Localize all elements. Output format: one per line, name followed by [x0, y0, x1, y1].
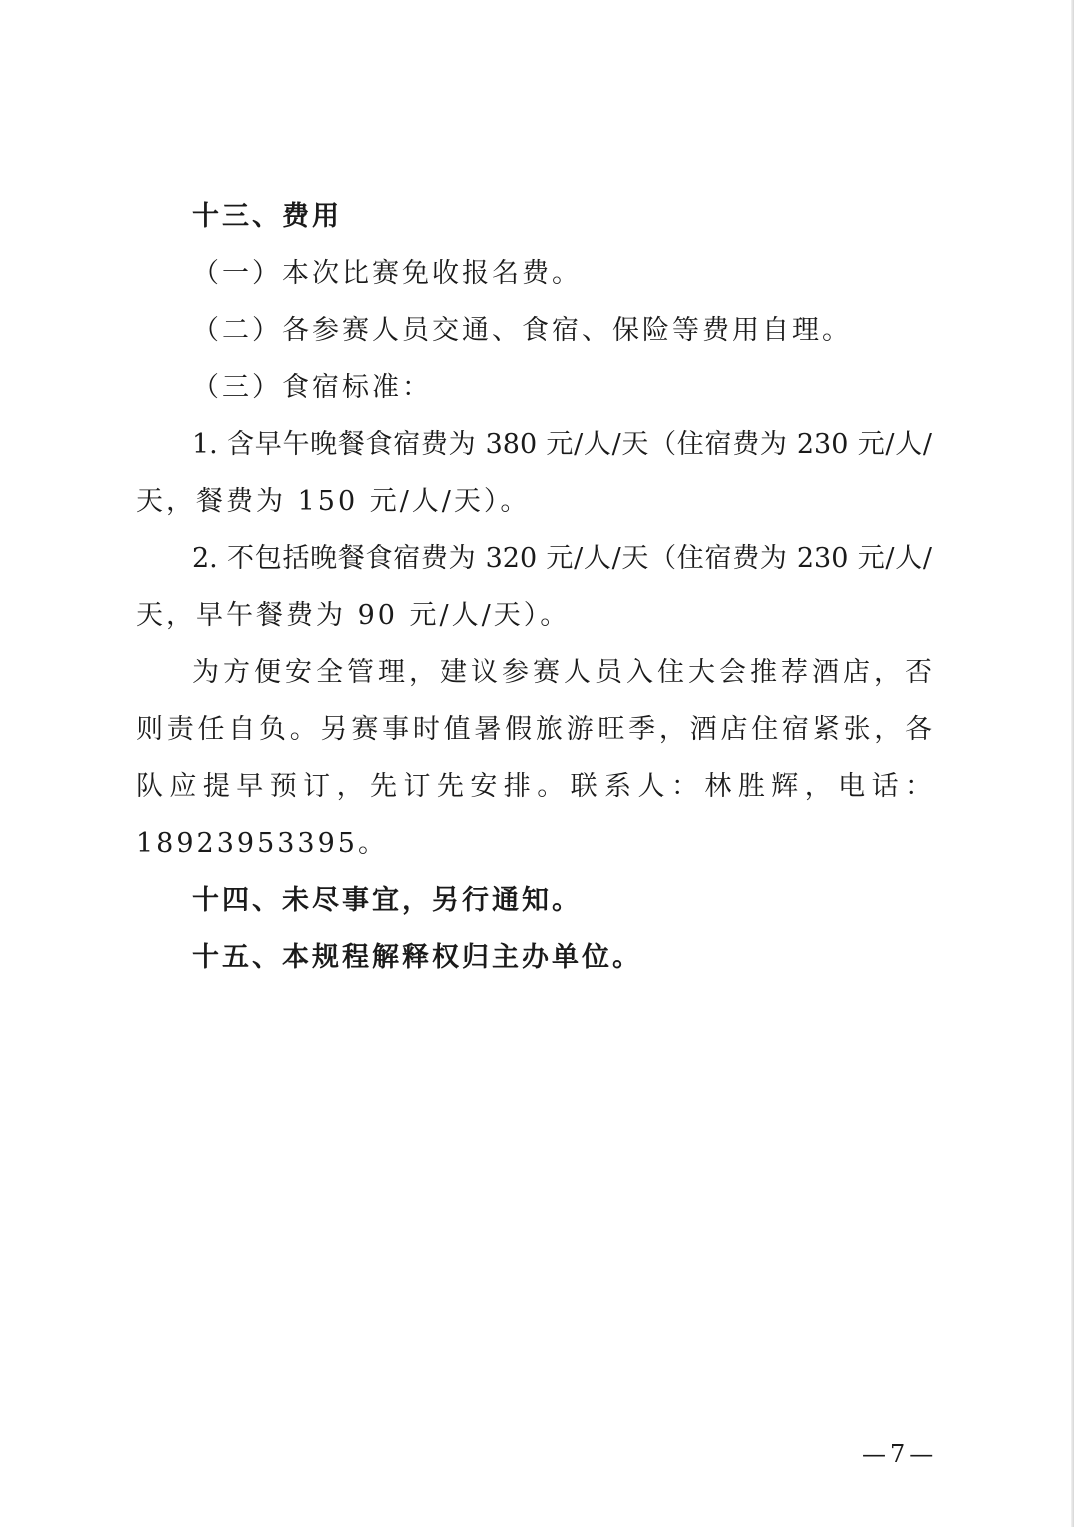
standard-2-line-1: 2. 不包括晚餐食宿费为 320 元/人/天（住宿费为 230 元/人/ — [192, 543, 932, 574]
standard-1-line-2: 天，餐费为 150 元/人/天）。 — [136, 486, 531, 517]
page-edge — [1071, 0, 1074, 1527]
fee-item-1: （一）本次比赛免收报名费。 — [192, 258, 582, 289]
note-line-3: 队应提早预订，先订先安排。联系人：林胜辉，电话： — [136, 771, 932, 802]
section-14-heading: 十四、未尽事宜，另行通知。 — [192, 885, 582, 916]
section-15-heading: 十五、本规程解释权归主办单位。 — [192, 942, 642, 973]
note-line-4-phone: 18923953395。 — [136, 828, 388, 859]
document-body — [136, 188, 932, 986]
standard-1-line-1: 1. 含早午晚餐食宿费为 380 元/人/天（住宿费为 230 元/人/ — [192, 429, 932, 460]
note-line-2: 则责任自负。另赛事时值暑假旅游旺季，酒店住宿紧张，各 — [136, 714, 932, 745]
fee-item-3: （三）食宿标准： — [192, 372, 432, 403]
fee-item-2: （二）各参赛人员交通、食宿、保险等费用自理。 — [192, 315, 852, 346]
page-number: —7— — [862, 1440, 938, 1468]
note-line-1: 为方便安全管理，建议参赛人员入住大会推荐酒店，否 — [192, 657, 932, 688]
section-13-heading: 十三、费用 — [192, 201, 342, 232]
standard-2-line-2: 天，早午餐费为 90 元/人/天）。 — [136, 600, 571, 631]
